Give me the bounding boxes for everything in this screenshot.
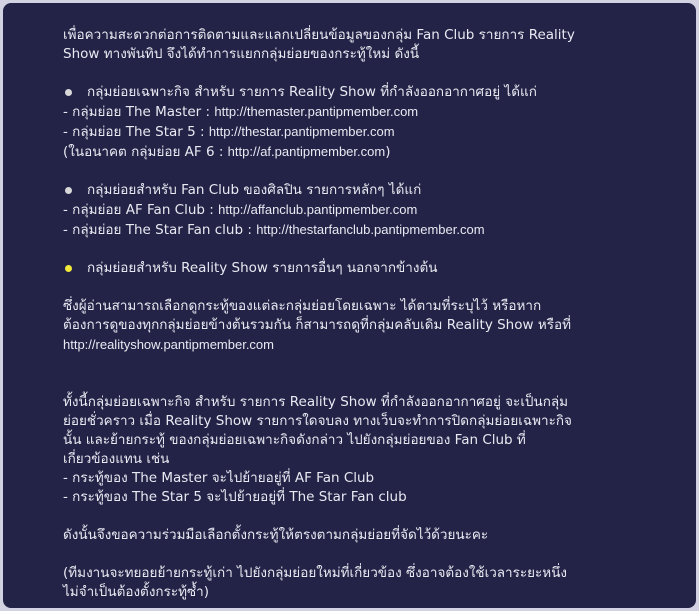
list-item-af-fan-club: [63, 200, 653, 220]
list-item-label: - กลุ่มย่อย The Star Fan club :: [63, 222, 257, 238]
spacer: [63, 507, 653, 526]
announcement-panel: [3, 3, 696, 608]
spacer: [63, 545, 653, 564]
list-item-suffix: ): [385, 144, 391, 160]
para2-line-5: - กระทู้ของ The Master จะไปย้ายอยู่ที่ AF Fan Club: [63, 470, 375, 486]
para4-line-2: ไม่จำเป็นต้องตั้งกระทู้ซ้ำ): [63, 584, 210, 600]
para2-line-4: เกี่ยวข้องแทน เช่น: [63, 451, 170, 467]
section-heading-text: กลุ่มย่อยสำหรับ Fan Club ของศิลปิน รายการหลักๆ ได้แก่: [87, 182, 422, 198]
para1-url-line: [63, 335, 653, 355]
para1-line-2: ต้องการดูของทุกกลุ่มย่อยข้างต้นรวมกัน ก็สามารถดูที่กลุ่มคลับเดิม Reality Show หรือที่: [63, 317, 571, 333]
para2-line-6: - กระทู้ของ The Star 5 จะไปย้ายอยู่ที่ The Star Fan club: [63, 489, 407, 505]
list-item-the-star-5: [63, 122, 653, 142]
spacer: [63, 374, 653, 393]
para2-line-2: ย่อยชั่วคราว เมื่อ Reality Show รายการใดจบลง ทางเว็บจะทำการปิดกลุ่มย่อยเฉพาะกิจ: [63, 413, 572, 429]
spacer: [63, 278, 653, 297]
section-reality-show-heading: [63, 83, 653, 102]
link-realityshow[interactable]: http://realityshow.pantipmember.com: [63, 337, 274, 352]
list-item-the-star-fan-club: [63, 220, 653, 240]
list-item-label: - กลุ่มย่อย The Master :: [63, 104, 215, 120]
list-item-label: - กลุ่มย่อย AF Fan Club :: [63, 202, 219, 218]
bullet-icon: [65, 187, 72, 194]
bullet-icon: [65, 89, 72, 96]
section-heading-text: กลุ่มย่อยสำหรับ Reality Show รายการอื่นๆ นอกจากข้างต้น: [87, 260, 438, 276]
para1-line-1: ซึ่งผู้อ่านสามารถเลือกดูกระทู้ของแต่ละกลุ่มย่อยโดยเฉพาะ ได้ตามที่ระบุไว้ หรือหาก: [63, 298, 542, 314]
section-other-reality-heading: [63, 259, 653, 278]
link-themaster[interactable]: http://themaster.pantipmember.com: [214, 104, 419, 119]
list-item-the-master: [63, 102, 653, 122]
list-item-label: - กลุ่มย่อย The Star 5 :: [63, 124, 209, 140]
link-thestarfanclub[interactable]: http://thestarfanclub.pantipmember.com: [256, 222, 485, 237]
para3-line-1: ดังนั้นจึงขอความร่วมมือเลือกตั้งกระทู้ให้ตรงตามกลุ่มย่อยที่จัดไว้ด้วยนะคะ: [63, 527, 489, 543]
section-fan-club-heading: [63, 181, 653, 200]
spacer: [63, 355, 653, 374]
spacer: [63, 162, 653, 181]
intro-line-1: เพื่อความสะดวกต่อการติดตามและแลกเปลี่ยนข้อมูลของกลุ่ม Fan Club รายการ Reality: [63, 27, 575, 43]
para2-line-1: ทั้งนี้กลุ่มย่อยเฉพาะกิจ สำหรับ รายการ Reality Show ที่กำลังออกอากาศอยู่ จะเป็นกลุ่ม: [63, 394, 569, 410]
para4-line-1: (ทีมงานจะทยอยย้ายกระทู้เก่า ไปยังกลุ่มย่อยใหม่ที่เกี่ยวข้อง ซึ่งอาจต้องใช้เวลาระยะหนึ่ง: [63, 565, 568, 581]
link-affanclub[interactable]: http://affanclub.pantipmember.com: [218, 202, 418, 217]
spacer: [63, 64, 653, 83]
intro-line-2: Show ทางพันทิป จึงได้ทำการแยกกลุ่มย่อยของกระทู้ใหม่ ดังนี้: [63, 46, 420, 62]
link-thestar[interactable]: http://thestar.pantipmember.com: [208, 124, 395, 139]
para2-line-3: นั้น และย้ายกระทู้ ของกลุ่มย่อยเฉพาะกิจดังกล่าว ไปยังกลุ่มย่อยของ Fan Club ที่: [63, 432, 526, 448]
bullet-icon: [65, 265, 72, 272]
announcement-content: [63, 26, 653, 602]
list-item-af6: [63, 142, 653, 162]
link-af[interactable]: http://af.pantipmember.com: [227, 144, 386, 159]
list-item-label: (ในอนาคต กลุ่มย่อย AF 6 :: [63, 144, 228, 160]
section-heading-text: กลุ่มย่อยเฉพาะกิจ สำหรับ รายการ Reality Show ที่กำลังออกอากาศอยู่ ได้แก่: [87, 84, 537, 100]
spacer: [63, 240, 653, 259]
